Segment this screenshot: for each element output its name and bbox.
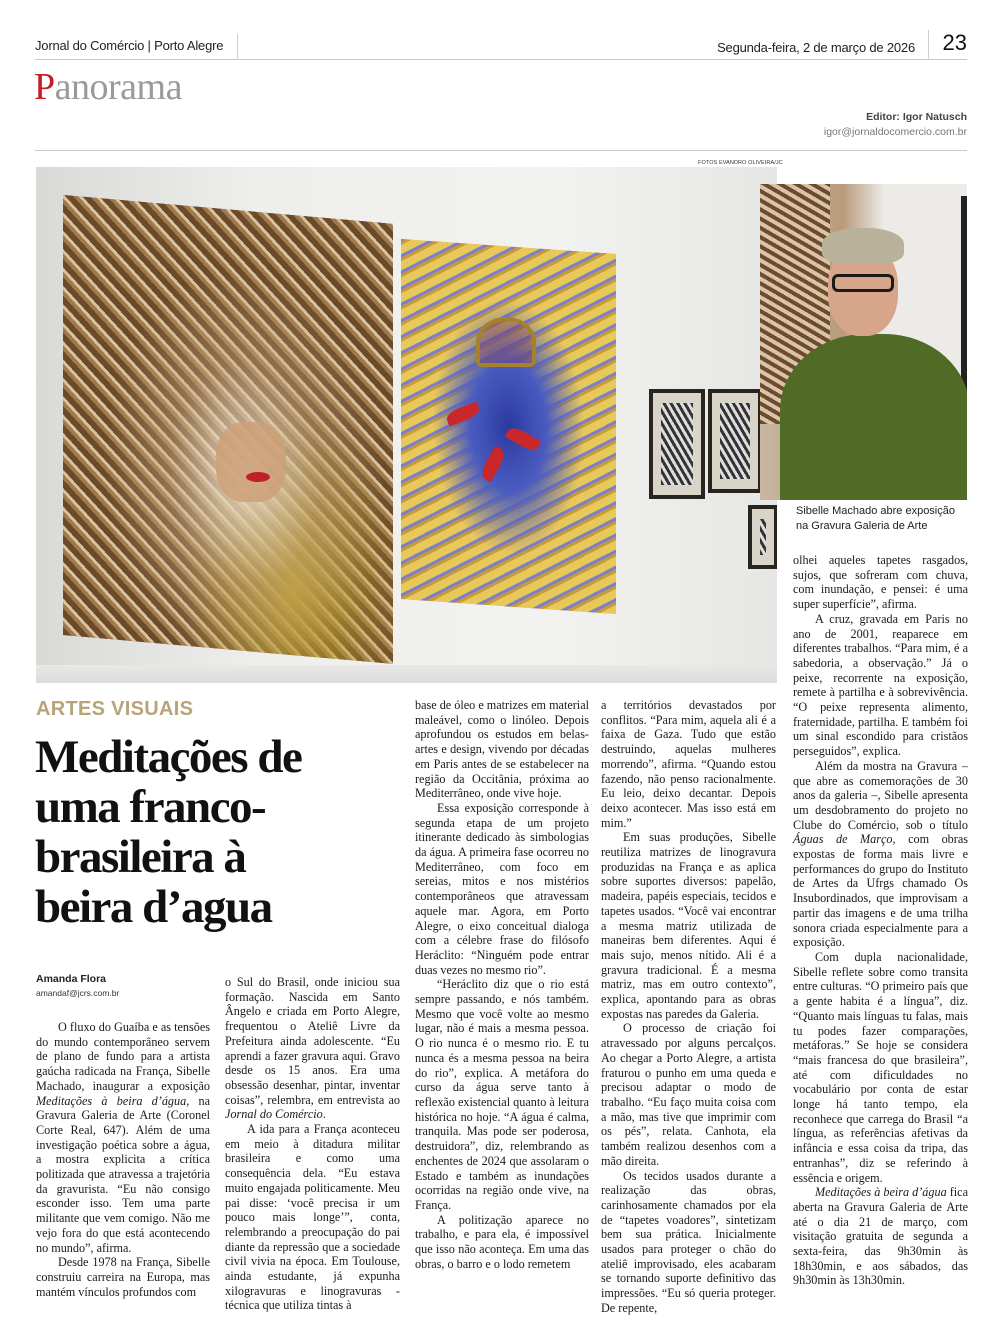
- page-number: 23: [942, 30, 967, 55]
- paragraph: Os tecidos usados durante a realização das obras, carinhosamente chamados por ela de “tapetes voadores”, sintetizam bem sua prática. Inicialmente usados para proteger o chão do ateliê improvisado, eles acabaram se tornando suporte definitivo das impressões. “Eu só queria proteger. De repente,: [601, 1168, 776, 1315]
- gallery-floor: [36, 665, 777, 683]
- painting-center: [401, 239, 616, 614]
- publication-name: Jornal do Comércio | Porto Alegre: [35, 38, 224, 53]
- headline-line: beira d’agua: [35, 881, 272, 933]
- headline-line: Meditações de: [35, 731, 302, 783]
- paragraph: A ida para a França aconteceu em meio à ditadura militar brasileira e como uma consequência dela. “Eu estava muito engajada politicamente. Meu pai disse: ‘você precisa ir um pouco mais longe’”, conta, relembrando a preocupação do pai diante da repressão que a sociedade civil vivia na época. Em Toulouse, ainda estudante, já expunha xilogravuras e linogravuras - técnica que utiliza tintas à: [225, 1122, 400, 1313]
- exhibition-title: Meditações à beira d’água: [36, 1093, 187, 1108]
- section-title-rest: anorama: [54, 66, 182, 108]
- paragraph: o Sul do Brasil, onde iniciou sua formação. Nascida em Santo Ângelo e criada em Porto Alegre, frequentou o Ateliê Livre da Prefeitura ainda adolescente. “Eu aprendi a fazer gravura aqui. Gravo desde os 15 anos. Era uma obsessão desenhar, pintar, inventar coisas”, relembra, em entrevista ao Jornal do Comércio.: [225, 975, 400, 1122]
- paragraph: Desde 1978 na França, Sibelle construiu carreira na Europa, mas mantém vínculos profundos com: [36, 1255, 210, 1299]
- article-kicker: ARTES VISUAIS: [36, 698, 194, 720]
- paragraph: O processo de criação foi atravessado por alguns percalços. Ao chegar a Porto Alegre, a artista fraturou o punho em uma queda e precisou adaptar o modo de trabalho. “Eu faço muita coisa com a mão, mas tive que imprimir com os pés”, relata. Canhota, ela também realizou desenhos com a mão direita.: [601, 1021, 776, 1168]
- framed-print: [649, 389, 705, 499]
- masthead-divider: [237, 34, 238, 60]
- byline: [36, 973, 119, 998]
- exhibition-title: Meditações à beira d’água: [815, 1185, 947, 1200]
- gallery-photo: [36, 167, 777, 683]
- article-column-4: [601, 698, 776, 1316]
- paragraph: A politização aparece no trabalho, e para ela, é impossível que isso não aconteça. Em uma das obras, o barro e o lodo remetem: [415, 1212, 589, 1271]
- editor-info: [824, 110, 967, 140]
- article-column-5: [793, 553, 968, 1288]
- painting-lips: [246, 472, 270, 482]
- author-name: Amanda Flora: [36, 973, 107, 985]
- paragraph: base de óleo e matrizes em material maleável, como o linóleo. Depois aprofundou os estudos em belas-artes e design, vivendo por décadas em Paris antes de se estabelecer na região da Occitânia, próxima ao Mediterrâneo, onde vive hoje.: [415, 698, 589, 801]
- paragraph: A cruz, gravada em Paris no ano de 2001, reaparece em diferentes trabalhos. “Para mim, é a sabedoria, a observação.” Já o peixe, recorrente na exposição, remete à partilha e à sobrevivência. “O peixe representa alimento, fraternidade, partilha. E também foi um sinal escondido para cristãos perseguidos”, explica.: [793, 611, 968, 759]
- article-column-3: [415, 698, 589, 1271]
- section-title-initial: P: [34, 66, 55, 108]
- green-shirt: [780, 334, 967, 500]
- author-email: amandaf@jcrs.com.br: [36, 988, 120, 998]
- article-column-1: [36, 1020, 210, 1299]
- paragraph: Com dupla nacionalidade, Sibelle reflete sobre como transita entre culturas. “O primeiro país que a gente habita é a língua”, diz. “Quanto mais línguas tu falas, mais tu podes fazer comparações, metáforas.” Se hoje se considera “mais francesa do que brasileira”, até com dificuldades no vocabulário por conta de estar longe há tanto tempo, ela reconhece que carrega do Brasil “a língua, as referências afetivas da infância e essa coisa da tripa, das entranhas”, diz se referindo à essência e origem.: [793, 949, 968, 1185]
- issue-date: Segunda-feira, 2 de março de 2026: [717, 40, 915, 55]
- paragraph: “Heráclito diz que o rio está sempre passando, e nós também. Mesmo que você volte ao mesmo lugar, não é mais a mesma pessoa. O rio nunca é o mesmo rio. E tu nunca és a mesma pessoa na beira do rio”, explica. A metáfora do curso da água serve tanto à reflexão existencial quanto à leitura histórica no hoje. “A água é calma, tranquila. Mas pode ser poderosa, destruidora”, diz, relembrando as enchentes de 2024 que assolaram o Estado e também as inundações ocorridas na região onde vive, na França.: [415, 977, 589, 1212]
- framed-print: [708, 389, 762, 493]
- newspaper-title: Jornal do Comércio: [225, 1107, 323, 1122]
- article-headline: [35, 732, 405, 932]
- painting-crown: [476, 317, 536, 367]
- paragraph: olhei aqueles tapetes rasgados, sujos, que sofreram com chuva, com inundação, e pensei: é uma super superfície”, afirma.: [793, 553, 968, 612]
- artist-hair: [822, 228, 904, 264]
- article-column-2: [225, 975, 400, 1313]
- artist-portrait: [760, 184, 967, 500]
- editor-email: igor@jornaldocomercio.com.br: [823, 126, 967, 138]
- paragraph: Além da mostra na Gravura – que abre as comemorações de 30 anos da galeria –, Sibelle apresenta um desdobramento do projeto no Clube do Comércio, sob o título Águas de Março, com obras expostas de forma mais livre e performances do grupo do Instituto de Artes da Ufrgs chamado Os Insubordinados, que improvisam a partir das imagens e de uma trilha sonora criada especialmente para a exposição.: [793, 758, 968, 950]
- headline-line: brasileira à: [35, 831, 246, 883]
- paragraph: Essa exposição corresponde à segunda etapa de um projeto itinerante dedicado às simbologias da água. A primeira fase ocorreu no Mediterrâneo, com foco em sereias, mitos e nos mistérios contemporâneos que atravessam aquele mar. Agora, em Porto Alegre, o eixo conceitual dialoga com a célebre frase do filósofo Heráclito: “Ninguém pode entrar duas vezes no mesmo rio”.: [415, 800, 589, 977]
- paragraph: Em suas produções, Sibelle reutiliza matrizes de linogravura produzidas na França e as aplica sobre suportes diversos: papelão, madeira, papéis especiais, tecidos e tapetes usados. “Você vai encontrar a mesma matriz utilizada de maneiras bem diferentes. Aqui é mais sujo, menos nítido. Ali é a gravura tradicional. É a mesma matriz, mas em outro contexto”, explica, apontando para as obras expostas nas paredes da Galeria.: [601, 830, 776, 1021]
- masthead-bar: [35, 30, 967, 60]
- glasses: [832, 274, 894, 292]
- paragraph: O fluxo do Guaíba e as tensões do mundo contemporâneo servem de plano de fundo para a artista gaúcha radicada na França, Sibelle Machado, inaugurar a exposição Meditações à beira d’água, na Gravura Galeria de Arte (Coronel Corte Real, 647). Além de uma investigação poética sobre a água, a mostra explicita a crítica politizada que atravessa a trajetória da gravurista. “Eu não consigo esconder isso. Tem uma parte militante que vem comigo. Não me vejo fora do que está acontecendo no mundo”, afirma.: [36, 1020, 210, 1255]
- section-divider: [35, 150, 967, 151]
- painting-face: [216, 422, 286, 502]
- photo-caption: Sibelle Machado abre exposição na Gravura Galeria de Arte: [796, 505, 955, 532]
- paragraph: Meditações à beira d’água fica aberta na Gravura Galeria de Arte até o dia 21 de março, com visitação gratuita de segunda a sexta-feira, das 9h30min às 18h30min, e aos sábados, das 9h30min às 13h30min.: [793, 1185, 969, 1288]
- photo-credit: FOTOS EVANDRO OLIVEIRA/JC: [698, 160, 783, 166]
- paragraph: a territórios devastados por conflitos. “Para mim, aquela ali é a faixa de Gaza. Tudo que estão destruindo, aquelas mulheres morrendo”, afirma. “Quando estou fazendo, não penso racionalmente. Eu leio, deixo decantar. Depois deixo acontecer. Mas isso está em mim.”: [601, 698, 776, 830]
- editor-name: Editor: Igor Natusch: [866, 111, 967, 123]
- framed-print: [748, 505, 777, 569]
- section-title: [34, 68, 182, 106]
- masthead-divider: [928, 30, 929, 60]
- project-title: Águas de Março: [793, 832, 893, 847]
- headline-line: uma franco-: [35, 781, 266, 833]
